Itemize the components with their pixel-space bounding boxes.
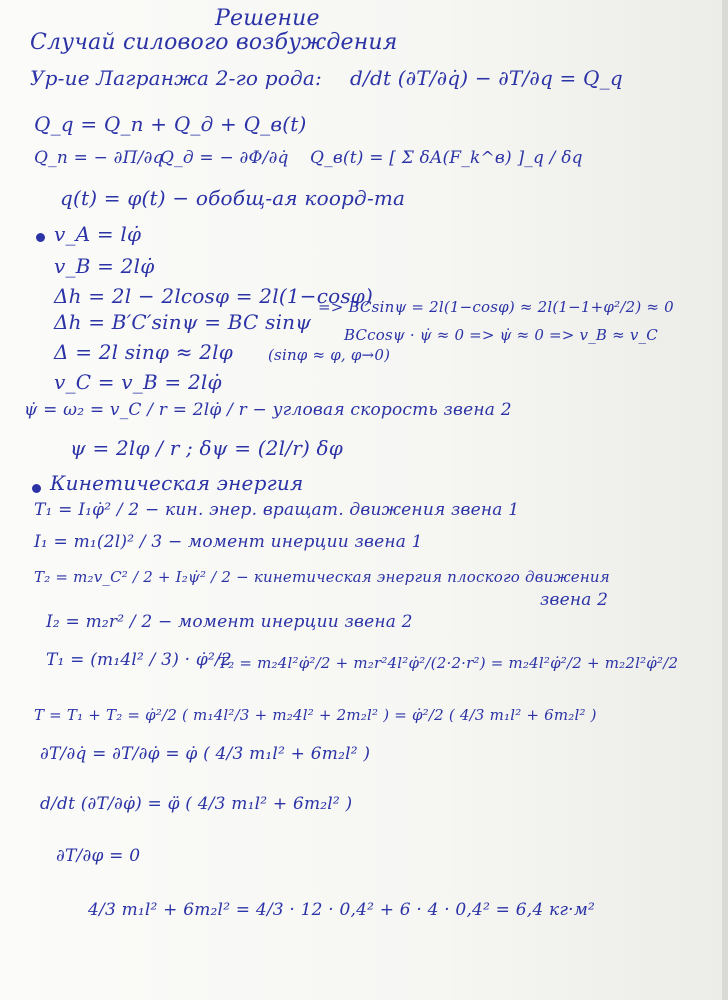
velocity-a: v_A = lφ̇ xyxy=(54,222,142,246)
partial-dphi: ∂T/∂φ = 0 xyxy=(56,846,141,866)
kinetic-energy-title: Кинетическая энергия xyxy=(50,471,304,495)
total-energy: T = T₁ + T₂ = φ̇²/2 ( m₁4l²/3 + m₂4l² + 2m₂l² ) = φ̇²/2 ( 4/3 m₁l² + 6m₂l² ) xyxy=(34,706,597,724)
psi-relation: ψ = 2lφ / r ; δψ = (2l/r) δφ xyxy=(70,436,343,460)
external-force: Q_в(t) = [ Σ δA(F_k^в) ]_q / δq xyxy=(310,148,583,168)
generalized-force: Q_q = Q_п + Q_д + Q_в(t) xyxy=(34,112,307,136)
case-line: Случай силового возбуждения xyxy=(30,30,398,55)
t2-definition: T₂ = m₂v_C² / 2 + I₂ψ̇² / 2 − кинетическая энергия плоского движения xyxy=(34,568,610,586)
generalized-coordinate: q(t) = φ(t) − обобщ-ая коорд-та xyxy=(60,186,406,210)
i2-definition: I₂ = m₂r² / 2 − момент инерции звена 2 xyxy=(46,612,413,632)
final-result: 4/3 m₁l² + 6m₂l² = 4/3 · 12 · 0,4² + 6 · 4 · 0,4² = 6,4 кг·м² xyxy=(88,900,596,920)
partial-dq: ∂T/∂q̇ = ∂T/∂φ̇ = φ̇ ( 4/3 m₁l² + 6m₂l² ) xyxy=(40,744,371,764)
heading: Решение xyxy=(215,6,320,31)
dissipative-force: Q_д = − ∂Φ/∂q̇ xyxy=(160,148,289,168)
lagrange-label: Ур-ие Лагранжа 2-го рода: xyxy=(30,66,322,90)
t1-definition: T₁ = I₁φ̇² / 2 − кин. энер. вращат. движения звена 1 xyxy=(34,500,520,520)
time-derivative: d/dt (∂T/∂φ̇) = φ̈ ( 4/3 m₁l² + 6m₂l² ) xyxy=(40,794,353,814)
bullet-dot xyxy=(32,484,41,493)
t1-value: T₁ = (m₁4l² / 3) · φ̇²/2 xyxy=(46,650,232,670)
small-angle-note: (sinφ ≈ φ, φ→0) xyxy=(268,346,391,364)
velocity-c: v_C = v_B = 2lφ̇ xyxy=(54,370,222,394)
delta-line: Δ = 2l sinφ ≈ 2lφ xyxy=(54,340,233,364)
potential-force: Q_п = − ∂П/∂q xyxy=(34,148,164,168)
t2-continuation: звена 2 xyxy=(540,590,609,610)
delta-h-2-right: BCcosψ · ψ̇ ≈ 0 => ψ̇ ≈ 0 => v_B ≈ v_C xyxy=(344,326,658,344)
bullet-dot xyxy=(36,233,45,242)
delta-h-2: Δh = B′C′sinψ = BC sinψ xyxy=(54,310,312,334)
velocity-b: v_B = 2lφ̇ xyxy=(54,254,155,278)
delta-h-1: Δh = 2l − 2lcosφ = 2l(1−cosφ) xyxy=(54,284,374,308)
delta-h-1-right: => BCsinψ = 2l(1−cosφ) ≈ 2l(1−1+φ²/2) ≈ 0 xyxy=(318,298,674,316)
lagrange-equation: d/dt (∂T/∂q̇) − ∂T/∂q = Q_q xyxy=(350,66,623,90)
i1-definition: I₁ = m₁(2l)² / 3 − момент инерции звена 1 xyxy=(34,532,423,552)
angular-velocity: ψ̇ = ω₂ = v_C / r = 2lφ̇ / r − угловая скорость звена 2 xyxy=(24,400,512,420)
t2-value: T₂ = m₂4l²φ̇²/2 + m₂r²4l²φ̇²/(2·2·r²) = m₂4l²φ̇²/2 + m₂2l²φ̇²/2 xyxy=(218,654,679,672)
